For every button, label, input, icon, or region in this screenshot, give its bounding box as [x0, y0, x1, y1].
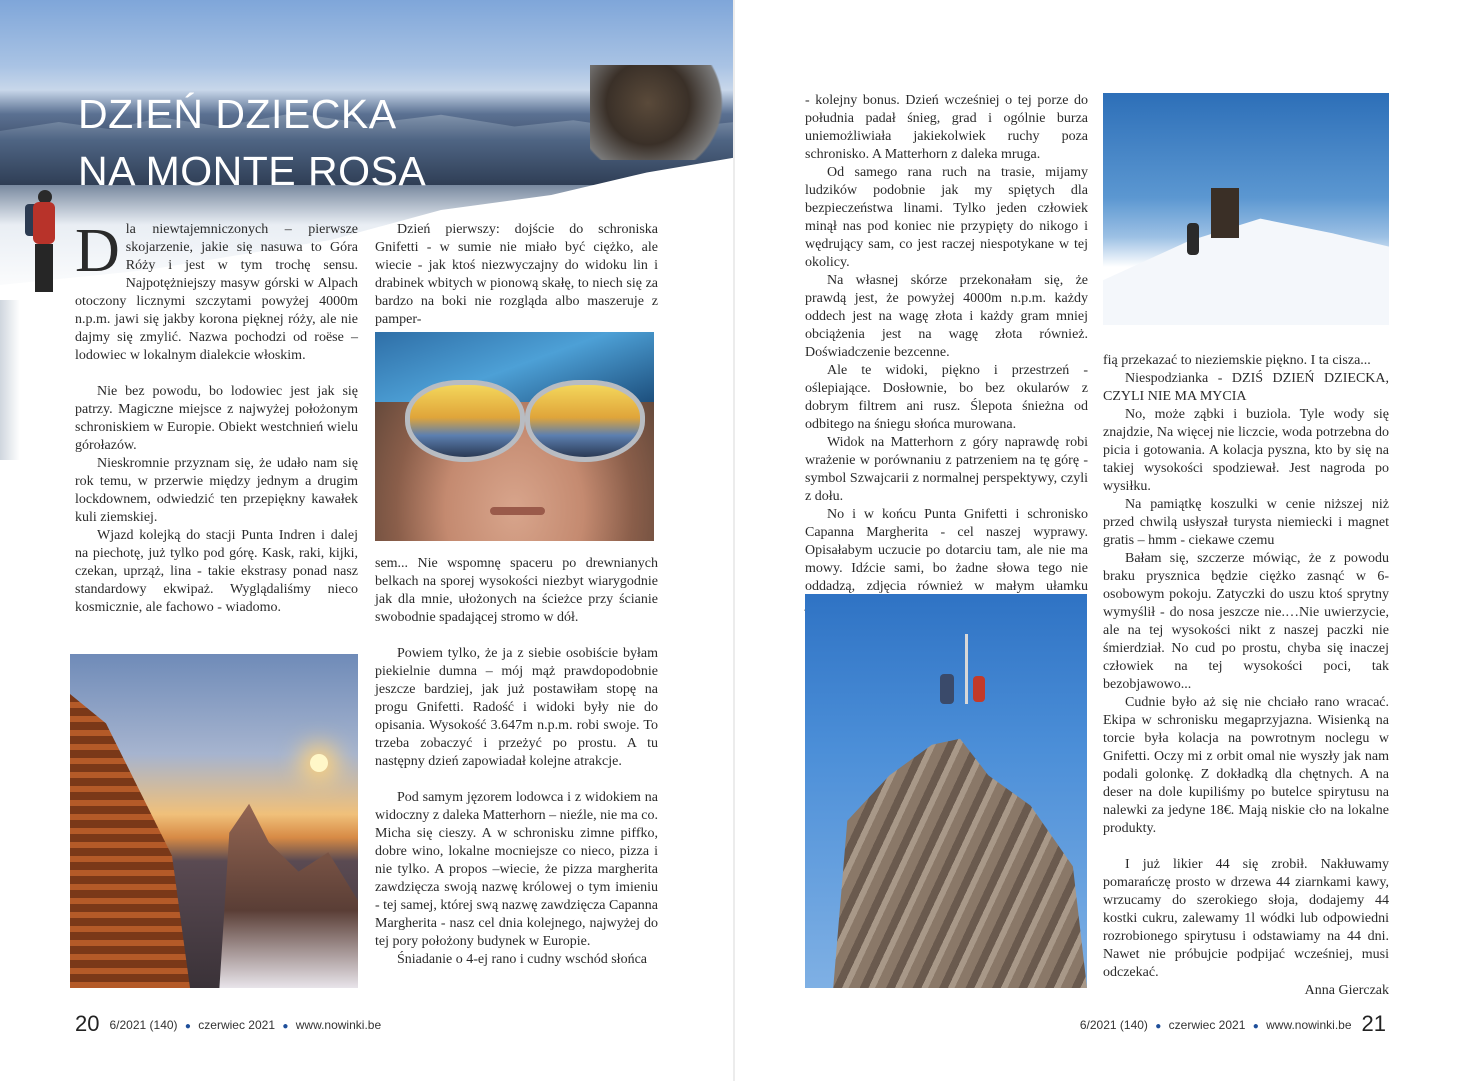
mountain-hut: [1211, 188, 1239, 238]
rock-outcrop: [590, 65, 735, 160]
goggle-lens-right: [525, 380, 645, 462]
website-link[interactable]: www.nowinki.be: [295, 1018, 382, 1032]
paragraph: fią przekazać to nieziemskie piękno. I ta cisza...: [1103, 353, 1371, 368]
footer-right: [1080, 1012, 1386, 1039]
paragraph-text: la niewtajemniczonych – pierwsze skojarzenie, jakie się nasuwa to Góra Róży i jest w tym trochę sensu. Najpotężniejszy masyw górski w Alpach otoczony licznymi szczytami powyżej 4000m n.p.m. jawi się jakby korona pięknej róży, ale nie dajmy się zmylić. Nazwa pochodzi od roëse – lodowiec w lokalnym dialekcie włoskim.: [75, 222, 358, 363]
right-column-2: [1103, 352, 1389, 1000]
paragraph: Niespodzianka - DZIŚ DZIEŃ DZIECKA, CZYLI NIE MA MYCIA: [1103, 371, 1389, 404]
photo-goggles-selfie: [375, 332, 654, 541]
paragraph: Nie bez powodu, bo lodowiec jest jak się patrzy. Magiczne miejsce z najwyżej położonym schroniskiem w Europie. Obiekt westchnień wielu górołazów.: [75, 384, 358, 453]
right-column-1-top: [805, 92, 1088, 614]
month-label: czerwiec 2021: [1168, 1018, 1246, 1032]
bullet-icon: ●: [1252, 1021, 1259, 1032]
paragraph: Pod samym jęzorem lodowca i z widokiem na widoczny z daleka Matterhorn – nieźle, nie ma co. Micha się cieszy. A w schronisku zimne piffko, dobre wino, lokalne mocniejsze co nieco, pizza i nie tylko. A propos –wiecie, że pizza margherita zawdzięcza swoją nazwę królowej o tym imieniu - tej samej, której swą nazwę zawdzięcza Capanna Margherita - nasz cel dnia kolejnego, najwyżej do tej pory położony budynek w Europie.: [375, 790, 658, 949]
footer-left: [75, 1012, 381, 1039]
paragraph: Dzień pierwszy: dojście do schroniska Gnifetti - w sumie nie miało być ciężko, ale wiecie - jak ktoś niezwyczajny do widoku lin i drabinek wbitych w pionową skałę, to niech się za bardzo na boki nie rozgląda albo maszeruje z pamper-: [375, 222, 658, 327]
paragraph: Cudnie było aż się nie chciało rano wracać. Ekipa w schronisku megaprzyjazna. Wisienką na torcie była kolacja na powrotnym noclegu w Gnifetti. Oczy mi z orbit omal nie wyszły jak nam podali golonkę. Z dokładką dla chętnych. A na deser na dole kupiliśmy po butelce spirytusu na nalewki za jedyne 18€. Mają niskie cło na lokalne produkty.: [1103, 695, 1389, 836]
paragraph: No i w końcu Punta Gnifetti i schronisko Capanna Margherita - cel naszej wyprawy. Opisałabym uczucie po dotarciu tam, ale nie ma mowy. Idźcie sami, bo żadne słowa tego nie oddadzą, zdjęcia również w małym ułamku: [805, 507, 1088, 594]
left-column-2-bottom: [375, 555, 658, 969]
paragraph: Od samego rana ruch na trasie, mijamy ludzików podobnie jak my spiętych dla bezpieczeństwa linami. Tylko jeden człowiek minął nas pod koniec nie przypięty do nikogo i wędrujący sam, co jest raczej niespotykane w tej okolicy.: [805, 165, 1088, 270]
rocky-peak: [160, 794, 358, 988]
wooden-terrace: [70, 694, 190, 988]
paragraph: - kolejny bonus. Dzień wcześniej o tej porze do południa padał śnieg, grad i ogólnie burza uniemożliwiała jakiekolwiek ruchy poza schronisko. A Matterhorn z daleka mruga.: [805, 93, 1088, 162]
page-number: 21: [1361, 1011, 1386, 1036]
hiker-figure: [25, 190, 70, 300]
paragraph: sem... Nie wspomnę spaceru po drewnianych belkach na sporej wysokości niezbyt wiarygodnie jak dla mnie, ułożonych na ścieżce przy ścianie swobodnie spadającej stromo w dół.: [375, 556, 658, 625]
summit-pole: [965, 634, 968, 704]
paragraph: Wjazd kolejką do stacji Punta Indren i dalej na piechotę, już tylko pod górę. Kask, raki, kijki, czekan, uprząż, lina - takie ekstrasy ponad nasz standardowy ekwipaż. Wyglądaliśmy nieco kosmicznie, ale fachowo - wiadomo.: [75, 528, 358, 615]
bullet-icon: ●: [1155, 1021, 1162, 1032]
paragraph: [75, 217, 358, 365]
hero-fade: [0, 300, 20, 460]
photo-summit-rock: [805, 594, 1087, 988]
paragraph: I już likier 44 się zrobił. Nakłuwamy pomarańczę prosto w drzewa 44 ziarnkami kawy, wrzucamy do szerokiego słoja, dodajemy 44 kostki cukru, zalewamy 1l wódki lub odpowiedni rozrobionego spirytusu i odstawiamy na 44 dni. Nawet nie próbujcie podpijać wcześniej, musi odczekać.: [1103, 857, 1389, 980]
paragraph: No, może ząbki i buziola. Tyle wody się znajdzie, Na więcej nie liczcie, woda potrzebna do picia i gotowania. A kolacja pyszna, kto by się na takiej wysokości spodziewał. Jest nagroda po wysiłku.: [1103, 407, 1389, 494]
left-column-2-top: [375, 221, 658, 329]
bullet-icon: ●: [184, 1021, 191, 1032]
hiker-legs: [35, 244, 53, 292]
paragraph: Bałam się, szczerze mówiąc, że z powodu braku prysznica będzie ciężko zasnąć w 6-osobowym pokoju. Zatyczki do uszu ktoś sprytny wymyślił - do nosa jeszcze nie.…Nie uwierzycie, ale na tej wysokości nikt z naszej paczki nie śmierdział. No cud po prostu, chyba się inaczej człowiek na tej wysokości poci, tak bezobjawowo...: [1103, 551, 1389, 692]
hiker-jacket: [33, 202, 55, 244]
drop-cap: D: [75, 217, 120, 285]
month-label: czerwiec 2021: [198, 1018, 276, 1032]
goggle-lens-left: [405, 380, 525, 462]
title-line-1: DZIEŃ DZIECKA: [78, 91, 397, 137]
sun: [310, 754, 328, 772]
paragraph: Ale te widoki, piękno i przestrzeń - oślepiające. Dosłownie, bo bez okularów z dobrym filtrem ani rusz. Ślepota śnieżna od odbitego na śniegu słońca murowana.: [805, 363, 1088, 432]
photo-capanna-margherita: [1103, 93, 1389, 325]
website-link[interactable]: www.nowinki.be: [1266, 1018, 1352, 1032]
bullet-icon: ●: [282, 1021, 289, 1032]
title-line-2: NA MONTE ROSA: [78, 148, 427, 194]
paragraph: Widok na Matterhorn z góry naprawdę robi wrażenie w porównaniu z patrzeniem na tę górę - symbol Szwajcarii z normalnej perspektywy, czyli z dołu.: [805, 435, 1088, 504]
paragraph: Śniadanie o 4-ej rano i cudny wschód słońca: [397, 952, 647, 967]
climber-figure: [1187, 223, 1199, 255]
climber-figure: [940, 674, 954, 704]
page-number: 20: [75, 1011, 100, 1036]
paragraph: Nieskromnie przyznam się, że udało nam się rok temu, w przerwie między jednym a drugim lockdownem, odwiedzić ten przepiękny kawałek kuli ziemskiej.: [75, 456, 358, 525]
paragraph: Powiem tylko, że ja z siebie osobiście byłam piekielnie dumna – mój mąż prawdopodobnie jeszcze bardziej, jak już postawiłam stopę na progu Gnifetti. Radość i widoki były nie do opisania. Wysokość 3.647m n.p.m. robi swoje. To trzeba zobaczyć i przeżyć po prostu. A tu następny dzień zapowiadał kolejne atrakcje.: [375, 646, 658, 769]
article-title: [78, 86, 426, 200]
paragraph: Na pamiątkę koszulki w cenie niższej niż przed chwilą usłyszał turysta niemiecki i magnet gratis – hmm - ciekawe czemu: [1103, 497, 1389, 548]
issue-label: 6/2021 (140): [109, 1018, 178, 1032]
summit-rock: [805, 684, 1087, 988]
photo-mouth: [490, 507, 545, 515]
author-signature: Anna Gierczak: [1304, 983, 1389, 998]
snow-ridge: [1103, 213, 1389, 325]
paragraph: Na własnej skórze przekonałam się, że prawdą jest, że powyżej 4000m n.p.m. każdy oddech jest na wagę złota i każdy gram mniej obciążenia jest na wagę złota również. Doświadczenie bezcenne.: [805, 273, 1088, 360]
climber-figure: [973, 676, 985, 702]
issue-label: 6/2021 (140): [1079, 1018, 1148, 1032]
photo-sunset-terrace: [70, 654, 358, 988]
left-column-1: [75, 217, 358, 617]
